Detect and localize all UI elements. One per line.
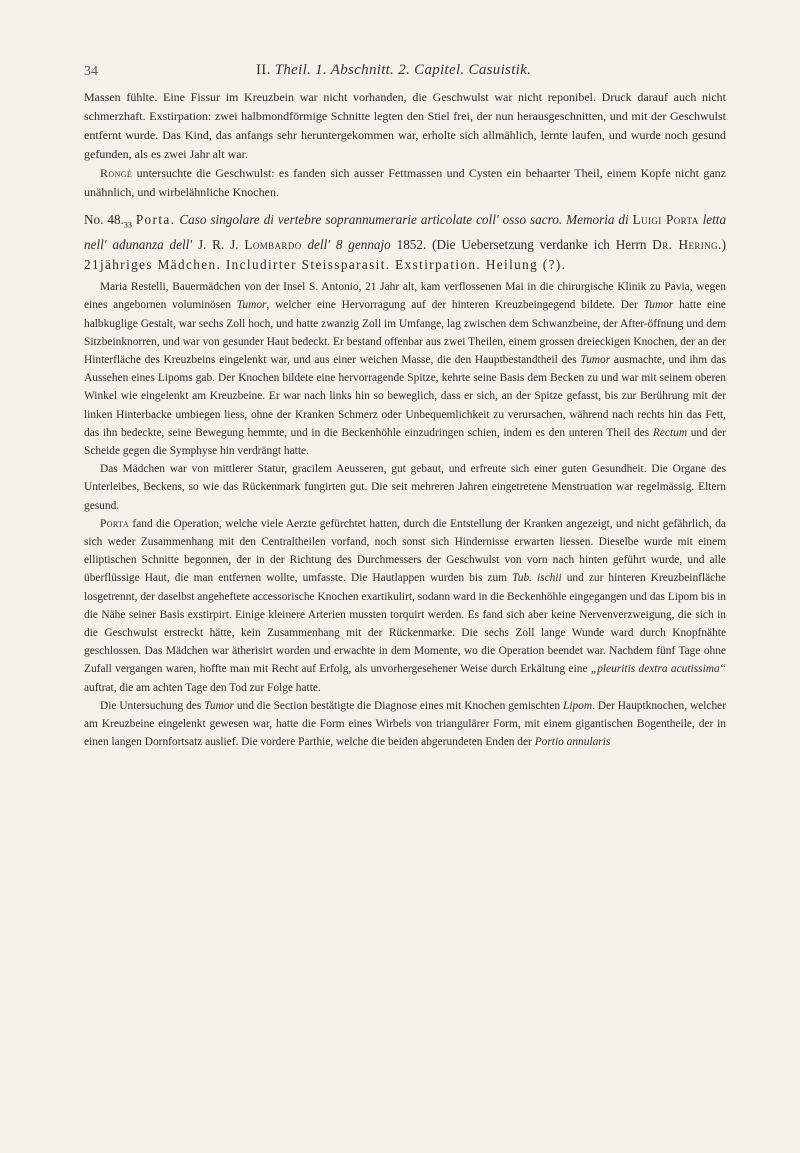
running-head-topic: Casuistik.: [468, 62, 532, 78]
case-title-italian-2: letta nell' adunanza dell': [84, 212, 727, 253]
case-lombardo: Lombardo: [244, 237, 302, 253]
page-body: [84, 88, 726, 751]
text-run: Maria Restelli, Bauermädchen von der Insel S. Antonio, 21 Jahr alt, kam verflossenen Mai in die chirurgische Klinik zu Pavia, wegen eines angebornen voluminösen: [84, 281, 726, 312]
text-run: fand die Operation, welche viele Aerzte gefürchtet hatten, durch die Entstellung der Kranken angezeigt, und nicht gefährlich, da sich weder Zusammenhang mit den Centraltheilen vorfand, noch sonst sich Hindernisse erwarten liessen. Dieselbe wurde mit einem elliptischen Schnitte begonnen, der in der Richtung des Durchmessers der Geschwulst von vorn nach hinten geführt wurde, und alle überflüssige Haut, die man entfernen wollte, umfasste. Die Hautlappen wurden bis zum: [84, 517, 726, 585]
case-author-fullname: Luigi Porta: [632, 212, 699, 227]
italic-term: Tumor: [580, 353, 611, 366]
case-number: No. 48.: [84, 212, 124, 227]
italic-term: Tub. ischii: [512, 572, 562, 585]
ronge-name: Rongé: [100, 166, 133, 180]
intro-paragraph-2: [84, 164, 726, 202]
case-hering: Dr. Hering.: [652, 237, 722, 253]
text-run: hatte eine halbkuglige Gestalt, war sechs Zoll hoch, und hatte zwanzig Zoll im Umfange, lag zwischen dem Schwanzbeine, der After-öffnung und dem Sitzbeinknorren, und war von gesunder Haut bedeckt. Er bestand offenbar aus zwei Theilen, einem grossen dreieckigen Knochen, der an der Hinterfläche des Kreuzbeins eingelenkt war, und aus einer weichen Masse, die den Hauptbestandtheil des: [84, 299, 726, 366]
case-author: Porta.: [135, 212, 176, 227]
text-run: und die Section bestätigte die Diagnose eines mit Knochen gemischten: [233, 699, 563, 712]
case-jrj: J. R. J.: [197, 237, 239, 253]
italic-term: Tumor: [204, 699, 234, 712]
running-head: [256, 62, 726, 79]
case-heading: No. $48._{33}$ Porta. Caso singolare di vertebre soprannumerarie articolate coll' osso sacro. Memoria di Luigi Porta letta nell' adunanza dell' J. R. J. Lombardo dell' 8 gennajo 1852. (Die Uebersetzung verdanke ich Herrn Dr. Hering.) 21jähriges Mädchen. Includirter Steissparasit. Exstirpation. Heilung (?).: [84, 212, 727, 272]
italic-term: Lipom: [562, 699, 593, 712]
text-run: Die Untersuchung des: [100, 699, 205, 712]
text-run: Das Mädchen war von mittlerer Statur, gracilem Aeusseren, gut gebaut, und erfreute sich einer guten Gesundheit. Die Organe des Unterleibes, Beckens, so wie das Rückenmark fungirten gut. Die seit mehreren Jahren eingetretene Menstruation war regelmässig. Eltern gesund.: [84, 463, 726, 512]
case-paragraph: [84, 278, 726, 460]
text-run: ausmachte, und ihm das Aussehen eines Lipoms gab. Der Knochen bildete eine hervorragende Spitze, kehrte seine Basis dem Becken zu und war mit seinem oberen Winkel wie eingelenkt am Kreuzbeine. Er war nach links hin so beweglich, dass er sich, an der Spitze gefasst, bis zur Berührung mit der linken Hinterbacke umbiegen liess, ohne der Kranken Schmerz oder Unbequemlichkeit zu verursachen, während nach rechts hin das Fett, das ihn bedeckte, seine Bewegung hemmte, und in die Beckenhöhle einzudringen schien, indem es den unteren Theil des: [84, 353, 726, 439]
case-title-italian-1: Caso singolare di vertebre soprannumerarie articolate coll' osso sacro. Memoria di: [179, 212, 629, 227]
running-head-part: II.: [256, 62, 271, 78]
italic-term: Tumor: [236, 299, 267, 312]
page-number: 34: [84, 64, 98, 79]
text-run: . Der Hauptknochen, welcher am Kreuzbeine eingelenkt gewesen war, hatte die Form eines Wirbels von triangulärer Form, mit einem gigantischen Bogentheile, der in einen langen Dornfortsatz auslief. Die vordere Parthie, welche die beiden abgerundeten Enden der: [84, 699, 726, 749]
italic-term: Portio annularis: [534, 736, 611, 749]
italic-term: „pleuritis dextra acutissima“: [590, 663, 726, 676]
case-paragraph: [84, 515, 726, 697]
small-caps-name: Porta: [100, 517, 129, 530]
intro-paragraph-2-text: untersuchte die Geschwulst: es fanden sich ausser Fettmassen und Cysten ein behaarter Theil, einem Kopfe nicht ganz unähnlich, und wirbelähnliche Knochen.: [84, 166, 726, 199]
italic-term: Rectum: [652, 426, 688, 439]
text-run: , welcher eine Hervorragung auf der hinteren Kreuzbeingegend bildete. Der: [266, 299, 644, 312]
case-paragraph: [84, 460, 726, 515]
case-title-italian-3: dell' 8 gennajo: [307, 237, 391, 253]
italic-term: Tumor: [643, 299, 674, 312]
case-body: [84, 278, 726, 751]
text-run: auftrat, die am achten Tage den Tod zur Folge hatte.: [84, 681, 321, 694]
case-year-note: 1852. (Die Uebersetzung verdanke ich Herrn: [396, 237, 647, 253]
running-head-capitel: 2. Capitel.: [398, 62, 465, 78]
text-run: und zur hinteren Kreuzbeinfläche losgetrennt, der daselbst angeheftete accessorische Knochen exartikulirt, sodann ward in die Beckenhöhle eingegangen und das Lipom bis in die Nähe seiner Basis exstirpirt. Einige kleinere Arterien mussten torquirt werden. Es fand sich aber keine Nervenverzweigung, die sich in die Geschwulst erstreckt hätte, kein Zusammenhang mit der Rückenmarke. Die sechs Zoll lange Wunde ward durch Knopfnähte geschlossen. Das Mädchen war ätherisirt worden und erwachte in dem Momente, wo die Operation beendet war. Nachdem fünf Tage ohne Zufall vergangen waren, hoffte man mit Recht auf Erfolg, als unvorhergesehener Weise durch Erkältung eine: [84, 572, 726, 676]
text-run: und der Scheide gegen die Symphyse hin verdrängt hatte.: [84, 426, 726, 457]
running-head-theil: Theil.: [274, 62, 312, 78]
case-title-german: 21jähriges Mädchen. Includirter Steissparasit. Exstirpation. Heilung (?).: [84, 256, 567, 272]
case-subnumber: 33: [123, 220, 132, 230]
case-paragraph: [84, 697, 726, 752]
intro-paragraph-1: Massen fühlte. Eine Fissur im Kreuzbein war nicht vorhanden, die Geschwulst war nicht reponibel. Druck darauf auch nicht schmerzhaft. Exstirpation: zwei halbmondförmige Schnitte legten den Stiel frei, der nun herausgeschnitten, und mit der Geschwulst entfernt wurde. Das Kind, das anfangs sehr heruntergekommen war, erholte sich allmählich, lernte laufen, und wurde noch gesund gefunden, als es zwei Jahr alt war.: [84, 90, 726, 161]
running-head-abschnitt: 1. Abschnitt.: [315, 62, 395, 78]
